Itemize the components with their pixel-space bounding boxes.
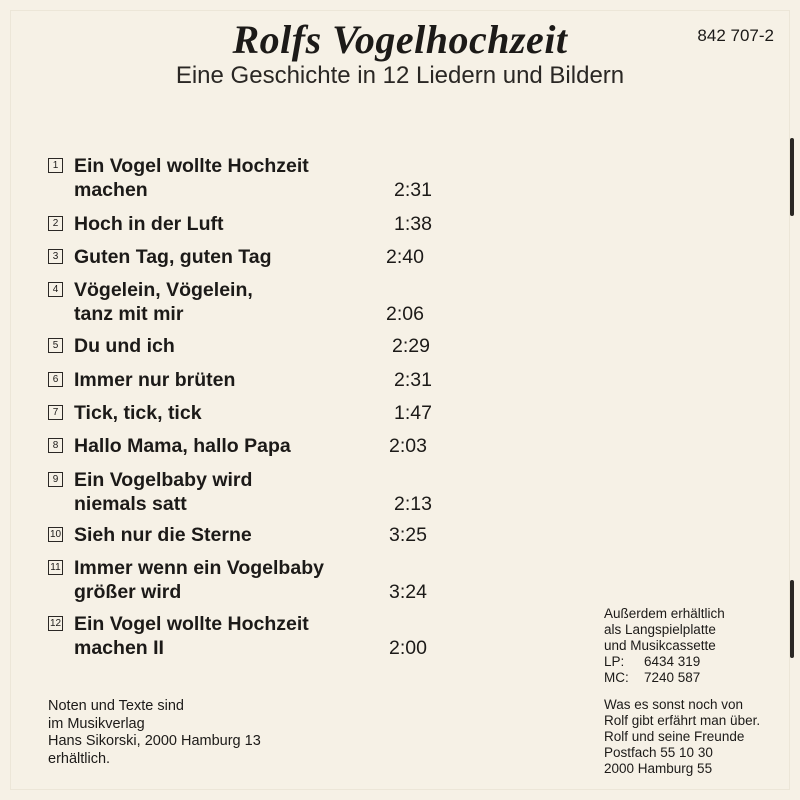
track-duration: 2:31 [394, 369, 432, 391]
track-number-box: 9 [48, 472, 63, 487]
availability-note-line: Außerdem erhältlich [604, 606, 725, 621]
track-duration: 2:03 [389, 435, 427, 457]
lp-number: 6434 319 [644, 654, 701, 669]
track-title-line: Ein Vogel wollte Hochzeit [74, 613, 309, 635]
track-title [74, 245, 272, 269]
catalog-number: 842 707-2 [697, 26, 774, 45]
track-title-line: Du und ich [74, 335, 175, 357]
track-title [74, 278, 253, 326]
track-number-box: 1 [48, 158, 63, 173]
track-title [74, 468, 252, 516]
track-title [74, 154, 309, 202]
publisher-note-line: Noten und Texte sind [48, 698, 184, 714]
track-duration: 2:29 [392, 335, 430, 357]
track-duration: 2:31 [394, 179, 432, 201]
track-title-line: Immer wenn ein Vogelbaby [74, 557, 324, 579]
track-title [74, 334, 175, 358]
mc-label: MC: [604, 670, 629, 685]
lp-label: LP: [604, 654, 625, 669]
track-title-line: Hallo Mama, hallo Papa [74, 435, 291, 457]
track-number-box: 11 [48, 560, 63, 575]
album-subtitle: Eine Geschichte in 12 Liedern und Bildern [175, 62, 625, 89]
track-duration: 3:24 [389, 581, 427, 603]
track-title [74, 612, 309, 660]
track-title-line: niemals satt [74, 493, 187, 515]
track-title-line: Ein Vogel wollte Hochzeit [74, 155, 309, 177]
publisher-note-line: Hans Sikorski, 2000 Hamburg 13 [48, 733, 261, 749]
track-title-line: Sieh nur die Sterne [74, 524, 252, 546]
track-duration: 2:13 [394, 493, 432, 515]
availability-note-line: als Langspielplatte [604, 622, 716, 637]
track-number-box: 7 [48, 405, 63, 420]
publisher-note-line: im Musikverlag [48, 715, 145, 732]
track-number-box: 2 [48, 216, 63, 231]
track-title [74, 523, 252, 547]
availability-note [604, 606, 725, 686]
binding-tab-top [790, 138, 794, 216]
track-number-box: 12 [49, 618, 62, 629]
contact-note-line: 2000 Hamburg 55 [604, 761, 713, 776]
track-title [74, 434, 291, 458]
track-title-line: Ein Vogelbaby wird [74, 469, 253, 491]
mc-number: 7240 587 [644, 670, 701, 685]
track-duration: 1:47 [394, 402, 432, 424]
track-number-box: 10 [49, 529, 62, 540]
track-title-line: tanz mit mir [74, 303, 184, 325]
track-number-box: 8 [48, 438, 63, 453]
track-title [74, 212, 224, 236]
availability-note-line: und Musikcassette [604, 638, 716, 653]
track-title [74, 556, 324, 604]
track-title-line: Immer nur brüten [74, 369, 236, 391]
contact-note [604, 697, 760, 777]
track-title-line: größer wird [74, 581, 182, 603]
track-title [74, 401, 202, 425]
track-title-line: Guten Tag, guten Tag [74, 246, 272, 268]
publisher-note [48, 698, 261, 768]
contact-note-line: Postfach 55 10 30 [604, 745, 713, 760]
track-duration: 2:06 [386, 303, 424, 325]
track-number-box: 3 [48, 249, 63, 264]
track-number-box: 6 [48, 372, 63, 387]
track-duration: 2:40 [386, 246, 424, 268]
track-duration: 1:38 [394, 213, 432, 235]
mc-line [604, 670, 725, 686]
lp-line [604, 654, 725, 670]
contact-note-line: Rolf und seine Freunde [604, 729, 745, 744]
contact-note-line: Rolf gibt erfährt man über. [604, 713, 761, 728]
contact-note-line: Was es sonst noch von [604, 697, 744, 712]
track-title-line: machen [74, 179, 148, 201]
track-number-box: 5 [48, 338, 63, 353]
publisher-note-line: erhältlich. [48, 750, 111, 767]
track-duration: 3:25 [389, 524, 427, 546]
track-duration: 2:00 [389, 637, 427, 659]
binding-tab-bottom [790, 580, 794, 658]
track-title-line: machen II [74, 637, 164, 659]
track-title-line: Vögelein, Vögelein, [74, 279, 253, 301]
track-title-line: Tick, tick, tick [74, 402, 202, 424]
track-title [74, 368, 235, 392]
track-title-line: Hoch in der Luft [74, 213, 224, 235]
track-number-box: 4 [48, 282, 63, 297]
album-title: Rolfs Vogelhochzeit [232, 17, 568, 62]
